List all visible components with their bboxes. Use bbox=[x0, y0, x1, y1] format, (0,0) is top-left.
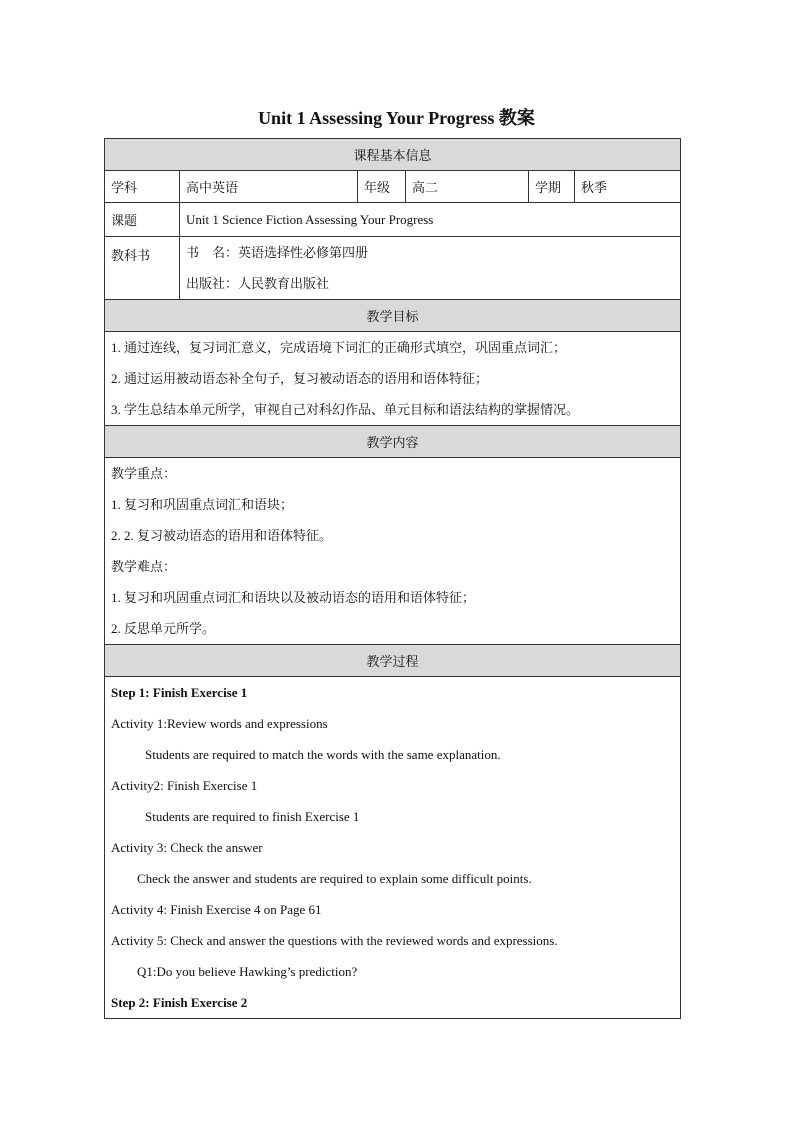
process-body bbox=[105, 677, 681, 1019]
subject-label: 学科 bbox=[105, 171, 180, 203]
publisher: 出版社：人民教育出版社 bbox=[186, 276, 330, 291]
step-2-heading: Step 2: Finish Exercise 2 bbox=[111, 995, 248, 1010]
process-header-row bbox=[105, 645, 681, 677]
book-name: 书 名：英语选择性必修第四册 bbox=[186, 245, 369, 260]
activity-2-detail: Students are required to finish Exercise 1 bbox=[145, 809, 360, 824]
document-title: Unit 1 Assessing Your Progress 教案 bbox=[258, 108, 535, 128]
objectives-header-row bbox=[105, 300, 681, 332]
step-1-heading: Step 1: Finish Exercise 1 bbox=[111, 685, 248, 700]
process-row bbox=[105, 677, 681, 1019]
topic-value: Unit 1 Science Fiction Assessing Your Progress bbox=[180, 203, 681, 237]
content-header: 教学内容 bbox=[105, 426, 681, 458]
activity-2: Activity2: Finish Exercise 1 bbox=[111, 778, 258, 793]
difficulty-label: 教学难点： bbox=[111, 559, 177, 574]
textbook-label: 教科书 bbox=[105, 237, 180, 300]
textbook-info bbox=[180, 237, 681, 300]
objectives-list bbox=[105, 332, 681, 426]
objectives-header: 教学目标 bbox=[105, 300, 681, 332]
topic-label: 课题 bbox=[105, 203, 180, 237]
focus-item: 2. 2. 复习被动语态的语用和语体特征。 bbox=[111, 528, 333, 543]
activity-3-detail: Check the answer and students are required to explain some difficult points. bbox=[137, 871, 532, 886]
content-body bbox=[105, 458, 681, 645]
topic-row bbox=[105, 203, 681, 237]
term-label: 学期 bbox=[529, 171, 575, 203]
difficulty-item: 1. 复习和巩固重点词汇和语块以及被动语态的语用和语体特征； bbox=[111, 590, 476, 605]
grade-label: 年级 bbox=[358, 171, 406, 203]
activity-1-detail: Students are required to match the words with the same explanation. bbox=[145, 747, 501, 762]
difficulty-item: 2. 反思单元所学。 bbox=[111, 621, 216, 636]
activity-4: Activity 4: Finish Exercise 4 on Page 61 bbox=[111, 902, 322, 917]
process-header: 教学过程 bbox=[105, 645, 681, 677]
focus-label: 教学重点： bbox=[111, 466, 177, 481]
question-1: Q1:Do you believe Hawking’s prediction? bbox=[137, 964, 358, 979]
textbook-row bbox=[105, 237, 681, 300]
content-header-row bbox=[105, 426, 681, 458]
objective-item: 1. 通过连线，复习词汇意义，完成语境下词汇的正确形式填空，巩固重点词汇； bbox=[111, 340, 567, 355]
subject-row bbox=[105, 171, 681, 203]
activity-3: Activity 3: Check the answer bbox=[111, 840, 263, 855]
grade-value: 高二 bbox=[406, 171, 529, 203]
objective-item: 3. 学生总结本单元所学，审视自己对科幻作品、单元目标和语法结构的掌握情况。 bbox=[111, 402, 580, 417]
basic-info-header-row bbox=[105, 139, 681, 171]
basic-info-header: 课程基本信息 bbox=[105, 139, 681, 171]
activity-1: Activity 1:Review words and expressions bbox=[111, 716, 328, 731]
content-row bbox=[105, 458, 681, 645]
objective-item: 2. 通过运用被动语态补全句子，复习被动语态的语用和语体特征； bbox=[111, 371, 489, 386]
objectives-row bbox=[105, 332, 681, 426]
subject-value: 高中英语 bbox=[180, 171, 358, 203]
lesson-plan-table bbox=[104, 138, 681, 1019]
term-value: 秋季 bbox=[575, 171, 681, 203]
activity-5: Activity 5: Check and answer the questions with the reviewed words and expressions. bbox=[111, 933, 558, 948]
focus-item: 1. 复习和巩固重点词汇和语块； bbox=[111, 497, 294, 512]
